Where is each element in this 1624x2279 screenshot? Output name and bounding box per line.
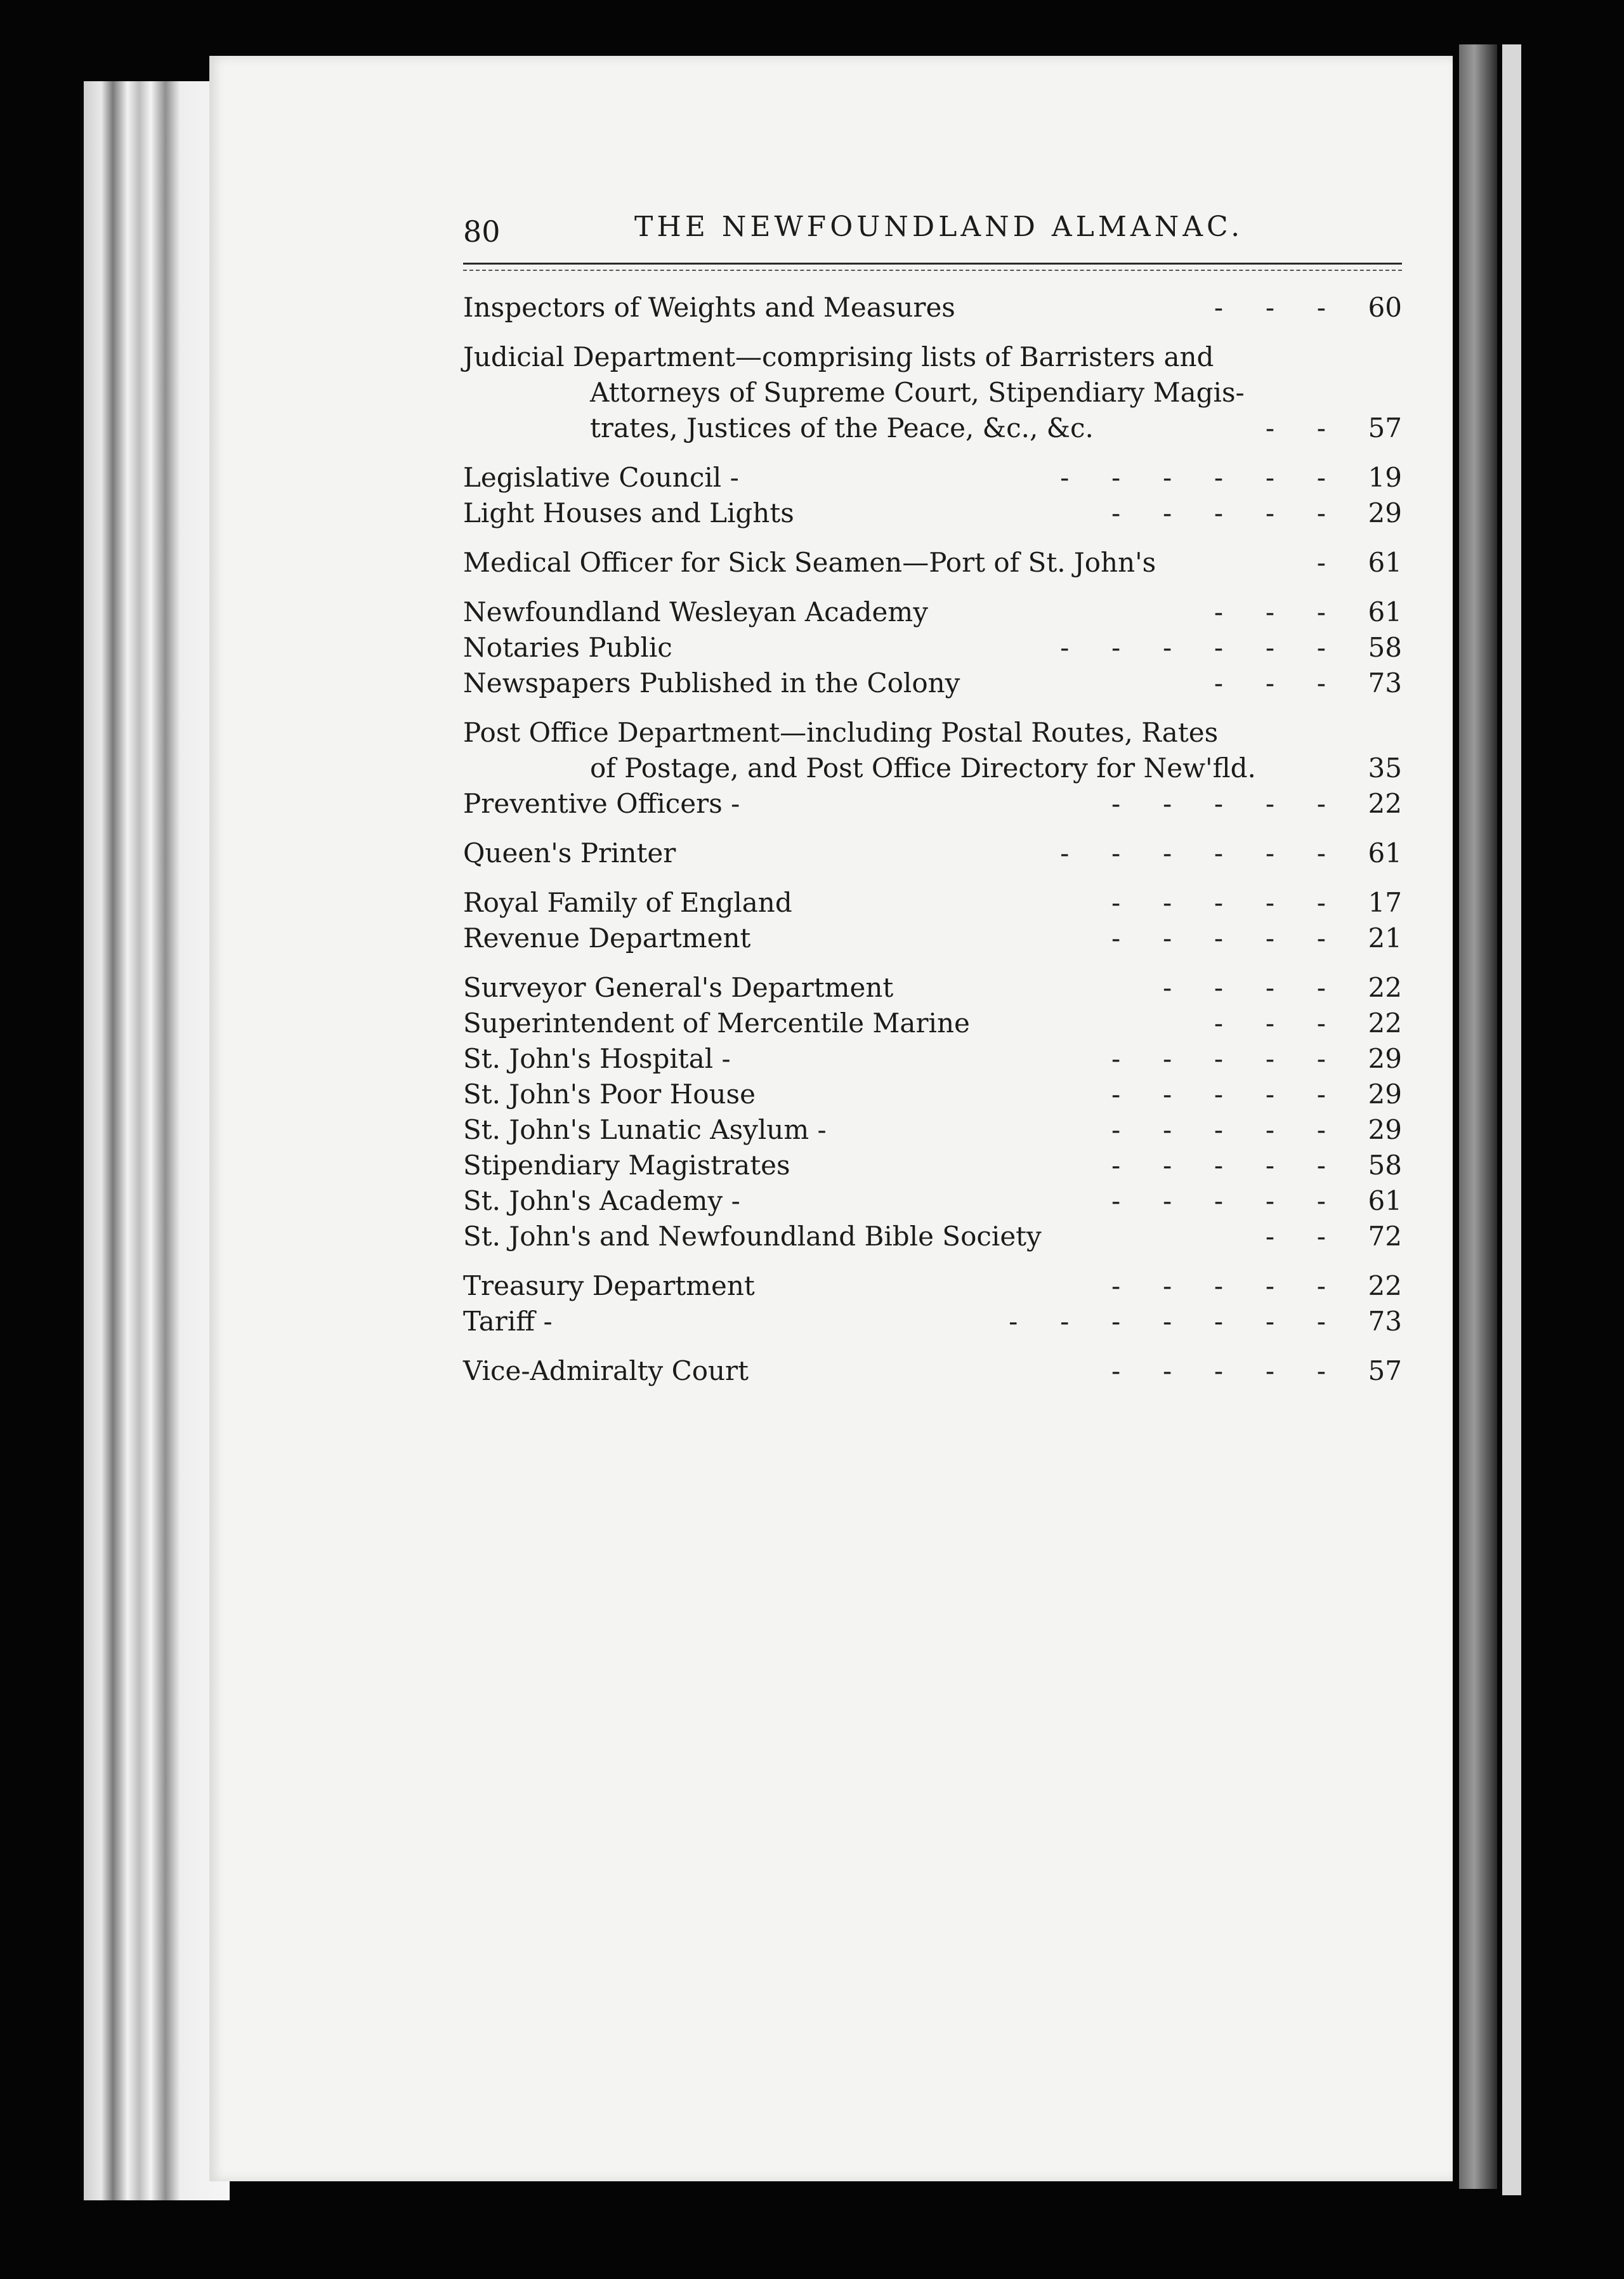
index-entry [463, 1304, 1402, 1339]
index-entry [463, 715, 1402, 786]
entry-label: Medical Officer for Sick Seamen—Port of St. John's [463, 547, 1156, 578]
entry-page: 29 [1368, 497, 1402, 529]
entry-label: St. John's Lunatic Asylum - [463, 1114, 827, 1145]
entry-label: Light Houses and Lights [463, 497, 794, 529]
entry-leader: - - - - - [1111, 1043, 1326, 1074]
entry-label: Treasury Department [463, 1270, 755, 1301]
entry-page: 60 [1368, 292, 1402, 323]
entry-label: Superintendent of Mercentile Marine [463, 1008, 970, 1039]
entry-leader: - - - [1214, 667, 1326, 699]
entry-leader: - - - - - - [1060, 462, 1326, 493]
entry-label: Newfoundland Wesleyan Academy [463, 596, 928, 627]
index-entry [463, 1112, 1402, 1148]
entry-label: Royal Family of England [463, 887, 792, 918]
index-entry [463, 836, 1402, 871]
running-title: THE NEWFOUNDLAND ALMANAC. [634, 211, 1244, 243]
entry-continuation: of Postage, and Post Office Directory for New'fld. [590, 752, 1256, 784]
index-entry [463, 545, 1402, 581]
entry-leader: - - - - - [1111, 497, 1326, 529]
entry-page: 72 [1368, 1221, 1402, 1252]
entry-page: 73 [1368, 1306, 1402, 1337]
entry-leader: - - - - - [1111, 923, 1326, 954]
entry-continuation: trates, Justices of the Peace, &c., &c. [590, 412, 1094, 443]
index-entry [463, 1077, 1402, 1112]
entry-page: 21 [1368, 923, 1402, 954]
index-entry [463, 666, 1402, 701]
entry-page: 29 [1368, 1043, 1402, 1074]
entry-page: 61 [1368, 1185, 1402, 1216]
entry-page: 29 [1368, 1114, 1402, 1145]
entry-page: 61 [1368, 837, 1402, 869]
entry-page: 58 [1368, 1150, 1402, 1181]
index-entry [463, 460, 1402, 496]
entry-page: 22 [1368, 788, 1402, 819]
entry-leader: - - [1265, 412, 1326, 443]
entry-leader: - - - - - [1111, 1355, 1326, 1386]
entry-label: Preventive Officers - [463, 788, 740, 819]
entry-leader: - - - - - [1111, 1270, 1326, 1301]
index-entry [463, 1041, 1402, 1077]
next-page-edge [1502, 44, 1521, 2195]
entry-leader: - - - - [1162, 972, 1326, 1003]
entry-leader: - - - [1214, 596, 1326, 627]
index-entry [463, 1268, 1402, 1304]
header-rule [463, 263, 1402, 265]
index-entry [463, 1353, 1402, 1389]
entry-label: Stipendiary Magistrates [463, 1150, 790, 1181]
index-entry [463, 1219, 1402, 1254]
entry-page: 22 [1368, 1008, 1402, 1039]
index-content [463, 203, 1402, 1389]
index-entry [463, 885, 1402, 921]
entry-label: St. John's Academy - [463, 1185, 740, 1216]
entry-page: 22 [1368, 1270, 1402, 1301]
index-entry [463, 1183, 1402, 1219]
entry-page: 35 [1368, 752, 1402, 784]
index-entry [463, 970, 1402, 1006]
entry-leader: - - - - - [1111, 1079, 1326, 1110]
entry-label: Tariff - [463, 1306, 553, 1337]
running-header [463, 203, 1402, 260]
entry-label: Revenue Department [463, 923, 751, 954]
entry-page: 29 [1368, 1079, 1402, 1110]
entry-leader: - - - - - - - [1009, 1306, 1326, 1337]
entry-page: 22 [1368, 972, 1402, 1003]
entry-leader: - - - [1214, 292, 1326, 323]
entry-page: 61 [1368, 596, 1402, 627]
index-entry [463, 1006, 1402, 1041]
index-entry [463, 594, 1402, 630]
entry-leader: - - - - - [1111, 887, 1326, 918]
page-shadow-edge [1459, 44, 1497, 2189]
entry-leader: - - - - - [1111, 1185, 1326, 1216]
entry-label: St. John's Poor House [463, 1079, 756, 1110]
book-spine-edge [84, 81, 230, 2200]
index-entry [463, 630, 1402, 666]
entry-page: 57 [1368, 1355, 1402, 1386]
header-rule-dashed [463, 270, 1402, 271]
entry-page: 57 [1368, 412, 1402, 443]
entry-leader: - - [1265, 1221, 1326, 1252]
entry-leader: - - - - - [1111, 1150, 1326, 1181]
entry-label: Vice-Admiralty Court [463, 1355, 749, 1386]
entry-label: Notaries Public [463, 632, 672, 663]
index-entry [463, 290, 1402, 325]
index-entry [463, 786, 1402, 822]
entry-label: St. John's and Newfoundland Bible Society [463, 1221, 1042, 1252]
entry-page: 61 [1368, 547, 1402, 578]
entry-label: St. John's Hospital - [463, 1043, 731, 1074]
entry-leader: - - - - - [1111, 788, 1326, 819]
entry-continuation: Attorneys of Supreme Court, Stipendiary Magis- [590, 377, 1245, 408]
entry-page: 19 [1368, 462, 1402, 493]
entry-label: Post Office Department—including Postal Routes, Rates [463, 717, 1219, 748]
entry-label: Newspapers Published in the Colony [463, 667, 960, 699]
entry-leader: - [1316, 547, 1326, 578]
page-number: 80 [463, 214, 501, 249]
entry-leader: - - - [1214, 1008, 1326, 1039]
entry-page: 73 [1368, 667, 1402, 699]
entry-label: Queen's Printer [463, 837, 676, 869]
entry-label: Inspectors of Weights and Measures [463, 292, 955, 323]
index-entry [463, 1148, 1402, 1183]
entry-page: 58 [1368, 632, 1402, 663]
index-entry [463, 496, 1402, 531]
entry-page: 17 [1368, 887, 1402, 918]
entry-label: Judicial Department—comprising lists of Barristers and [463, 341, 1214, 372]
index-entry [463, 339, 1402, 446]
entry-leader: - - - - - [1111, 1114, 1326, 1145]
index-entry [463, 921, 1402, 956]
entry-label: Surveyor General's Department [463, 972, 894, 1003]
entry-label: Legislative Council - [463, 462, 739, 493]
entry-leader: - - - - - - [1060, 632, 1326, 663]
entry-leader: - - - - - - [1060, 837, 1326, 869]
